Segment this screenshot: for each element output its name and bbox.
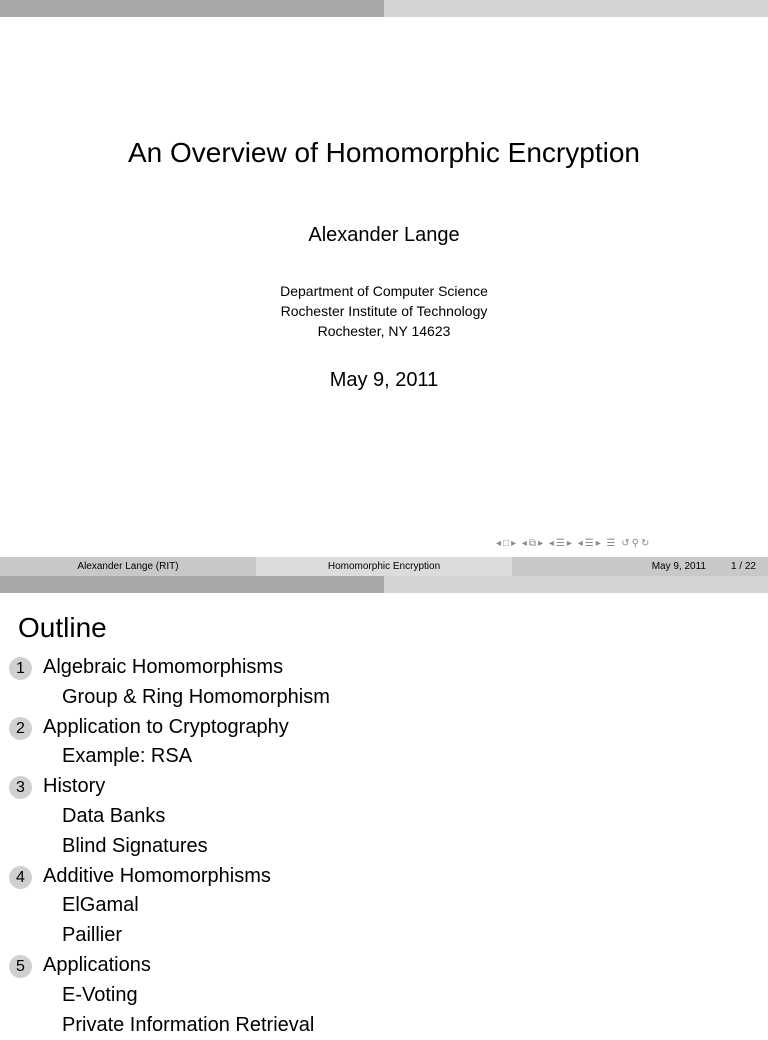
subsection-label: Blind Signatures — [62, 834, 208, 857]
subsection-label: Paillier — [62, 924, 123, 947]
toc-section[interactable] — [0, 772, 768, 802]
nav-search-icon[interactable]: ⚲ — [631, 538, 640, 549]
footer-bar — [0, 557, 768, 576]
author-name: Alexander Lange — [308, 224, 460, 246]
institute-line: Rochester, NY 14623 — [317, 323, 451, 339]
subsection-label: Example: RSA — [62, 745, 193, 768]
footer-author: Alexander Lange (RIT) — [77, 561, 179, 572]
nav-prev-arrow-icon[interactable]: ◂ — [496, 538, 503, 549]
footer-date-box — [512, 557, 768, 576]
toc-section[interactable] — [0, 713, 768, 743]
toc-subsection[interactable] — [0, 832, 768, 862]
section-number-badge: 3 — [9, 776, 32, 799]
subsection-label: ElGamal — [62, 894, 139, 917]
nav-document-icon[interactable]: ☰ — [606, 538, 617, 549]
toc-subsection[interactable] — [0, 981, 768, 1011]
nav-prev-arrow-icon[interactable]: ◂ — [548, 538, 555, 549]
footer-page-number: 1 / 22 — [730, 561, 756, 572]
toc-subsection[interactable] — [0, 1011, 768, 1040]
toc-section[interactable] — [0, 862, 768, 892]
header-bar-left — [0, 576, 384, 593]
toc-subsection[interactable] — [0, 891, 768, 921]
subsection-label: Group & Ring Homomorphism — [62, 685, 330, 708]
toc-section[interactable] — [0, 653, 768, 683]
footer-author-box — [0, 557, 256, 576]
subsection-label: E-Voting — [62, 983, 138, 1006]
beamer-navigation[interactable] — [496, 538, 766, 552]
header-bar — [0, 576, 768, 593]
header-bar-right — [384, 0, 768, 17]
section-label: History — [43, 775, 106, 798]
toc-subsection[interactable] — [0, 802, 768, 832]
nav-next-arrow-icon[interactable]: ▸ — [538, 538, 545, 549]
header-bar — [0, 0, 768, 17]
presentation-date: May 9, 2011 — [329, 369, 439, 391]
outline-slide — [0, 576, 768, 1036]
header-bar-left — [0, 0, 384, 17]
section-number-badge: 2 — [9, 717, 32, 740]
section-number-badge: 5 — [9, 955, 32, 978]
nav-frame-icon[interactable]: □ — [503, 538, 511, 549]
institute-line: Rochester Institute of Technology — [280, 303, 488, 319]
nav-section-icon[interactable]: ☰ — [555, 538, 566, 549]
section-label: Algebraic Homomorphisms — [43, 656, 284, 678]
section-number-badge: 4 — [9, 866, 32, 889]
nav-prev-arrow-icon[interactable]: ◂ — [577, 538, 584, 549]
toc-subsection[interactable] — [0, 921, 768, 951]
table-of-contents — [0, 653, 768, 1040]
toc-subsection[interactable] — [0, 742, 768, 772]
toc-subsection[interactable] — [0, 683, 768, 713]
institute-line: Department of Computer Science — [280, 283, 488, 299]
institute-block — [0, 281, 768, 341]
footer-title: Homomorphic Encryption — [327, 561, 441, 572]
section-label: Application to Cryptography — [43, 715, 289, 738]
nav-section-icon[interactable]: ☰ — [584, 538, 595, 549]
footer-date: May 9, 2011 — [651, 561, 706, 572]
nav-forward-icon[interactable]: ↻ — [640, 538, 651, 549]
presentation-title: An Overview of Homomorphic Encryption — [128, 137, 640, 168]
section-number-badge: 1 — [9, 657, 32, 680]
header-bar-right — [384, 576, 768, 593]
subsection-label: Private Information Retrieval — [62, 1013, 315, 1036]
section-label: Additive Homomorphisms — [43, 864, 271, 887]
nav-subsection-icon[interactable]: ⧉ — [528, 538, 538, 549]
nav-back-icon[interactable]: ↺ — [621, 538, 631, 549]
footer-title-box — [256, 557, 512, 576]
subsection-label: Data Banks — [62, 804, 166, 827]
outline-title: Outline — [18, 612, 107, 643]
nav-prev-arrow-icon[interactable]: ◂ — [521, 538, 528, 549]
nav-next-arrow-icon[interactable]: ▸ — [511, 538, 518, 549]
toc-section[interactable] — [0, 951, 768, 981]
section-label: Applications — [43, 953, 151, 976]
nav-next-arrow-icon[interactable]: ▸ — [595, 538, 602, 549]
nav-next-arrow-icon[interactable]: ▸ — [566, 538, 573, 549]
